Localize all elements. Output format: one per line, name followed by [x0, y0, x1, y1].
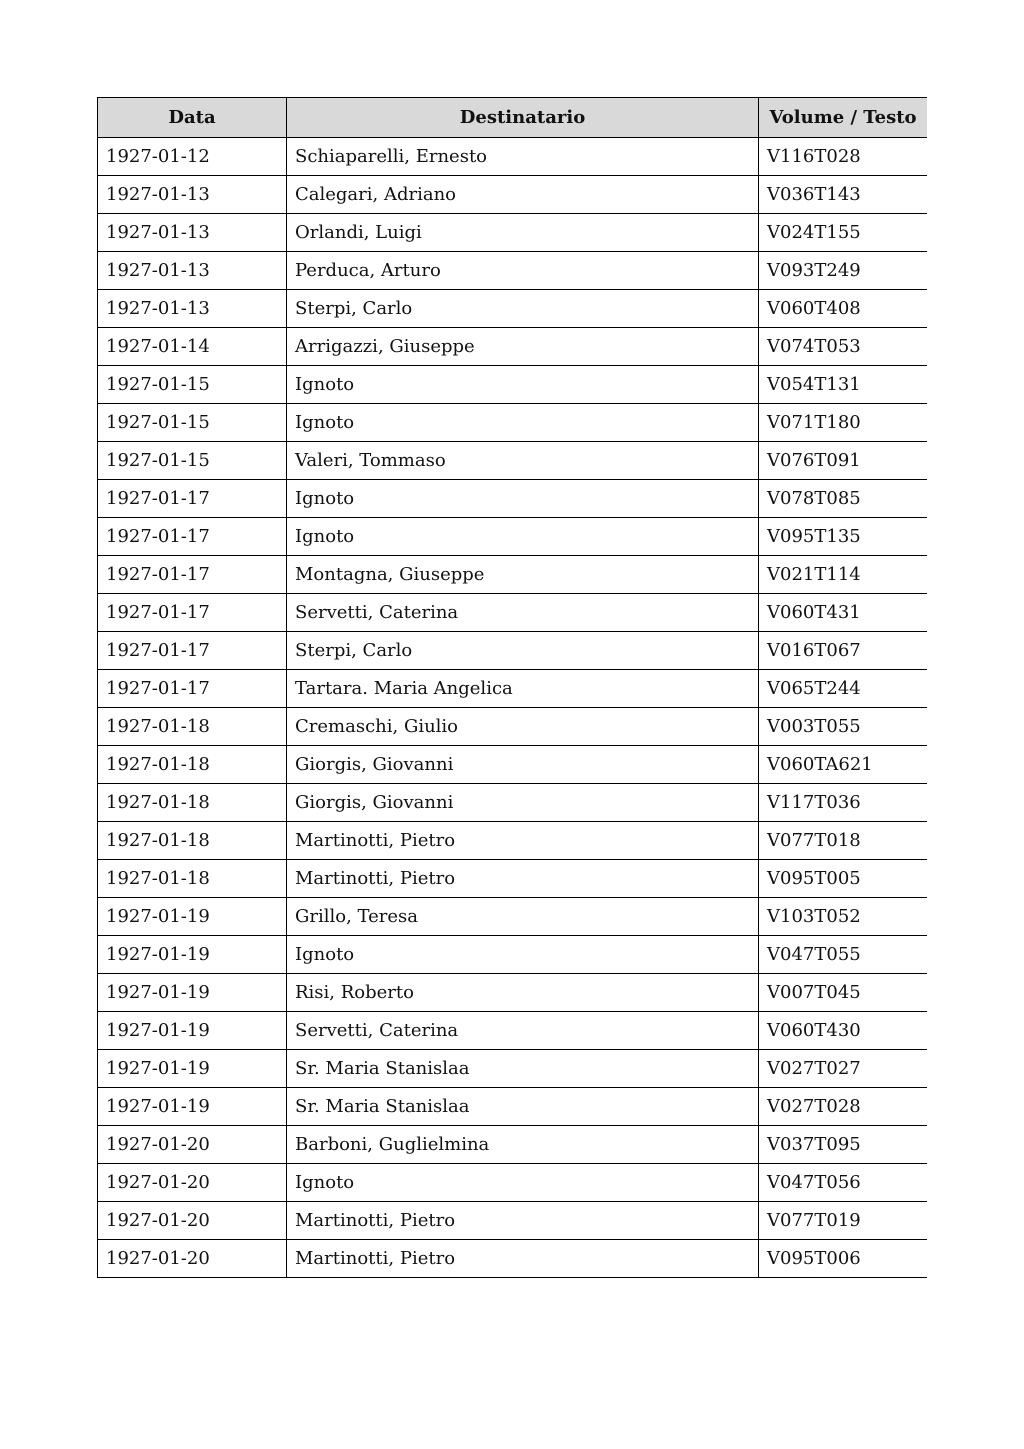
cell-recipient: Sterpi, Carlo — [287, 632, 759, 670]
cell-recipient: Valeri, Tommaso — [287, 442, 759, 480]
cell-recipient: Servetti, Caterina — [287, 594, 759, 632]
table-row — [98, 404, 928, 442]
cell-recipient: Ignoto — [287, 366, 759, 404]
table-row — [98, 784, 928, 822]
table-row — [98, 252, 928, 290]
cell-volume-text: V060T408 — [759, 290, 928, 328]
cell-date: 1927-01-17 — [98, 480, 287, 518]
table-row — [98, 936, 928, 974]
table-row — [98, 1050, 928, 1088]
table-row — [98, 290, 928, 328]
table-row — [98, 556, 928, 594]
table-row — [98, 974, 928, 1012]
cell-recipient: Ignoto — [287, 518, 759, 556]
cell-date: 1927-01-13 — [98, 252, 287, 290]
cell-recipient: Risi, Roberto — [287, 974, 759, 1012]
cell-volume-text: V054T131 — [759, 366, 928, 404]
table-row — [98, 518, 928, 556]
cell-volume-text: V095T135 — [759, 518, 928, 556]
cell-volume-text: V021T114 — [759, 556, 928, 594]
table-header — [98, 98, 928, 138]
table-row — [98, 708, 928, 746]
cell-recipient: Martinotti, Pietro — [287, 860, 759, 898]
cell-recipient: Barboni, Guglielmina — [287, 1126, 759, 1164]
cell-recipient: Servetti, Caterina — [287, 1012, 759, 1050]
table-row — [98, 1126, 928, 1164]
cell-volume-text: V027T028 — [759, 1088, 928, 1126]
cell-date: 1927-01-15 — [98, 366, 287, 404]
cell-volume-text: V037T095 — [759, 1126, 928, 1164]
cell-date: 1927-01-15 — [98, 404, 287, 442]
cell-volume-text: V116T028 — [759, 138, 928, 176]
cell-recipient: Tartara. Maria Angelica — [287, 670, 759, 708]
table-row — [98, 1202, 928, 1240]
cell-date: 1927-01-12 — [98, 138, 287, 176]
table-row — [98, 138, 928, 176]
table-row — [98, 328, 928, 366]
table-row — [98, 1088, 928, 1126]
cell-recipient: Perduca, Arturo — [287, 252, 759, 290]
cell-recipient: Calegari, Adriano — [287, 176, 759, 214]
cell-recipient: Montagna, Giuseppe — [287, 556, 759, 594]
table-row — [98, 860, 928, 898]
cell-date: 1927-01-17 — [98, 556, 287, 594]
table-row — [98, 442, 928, 480]
cell-date: 1927-01-19 — [98, 936, 287, 974]
cell-recipient: Martinotti, Pietro — [287, 1240, 759, 1278]
header-row — [98, 98, 928, 138]
cell-date: 1927-01-19 — [98, 1050, 287, 1088]
table-body — [98, 138, 928, 1278]
cell-date: 1927-01-15 — [98, 442, 287, 480]
cell-volume-text: V060T431 — [759, 594, 928, 632]
cell-recipient: Ignoto — [287, 480, 759, 518]
cell-volume-text: V016T067 — [759, 632, 928, 670]
cell-date: 1927-01-18 — [98, 746, 287, 784]
cell-volume-text: V071T180 — [759, 404, 928, 442]
table-row — [98, 594, 928, 632]
table-row — [98, 632, 928, 670]
cell-recipient: Sterpi, Carlo — [287, 290, 759, 328]
cell-volume-text: V060T430 — [759, 1012, 928, 1050]
cell-date: 1927-01-17 — [98, 632, 287, 670]
table-row — [98, 898, 928, 936]
cell-recipient: Orlandi, Luigi — [287, 214, 759, 252]
cell-volume-text: V074T053 — [759, 328, 928, 366]
cell-volume-text: V103T052 — [759, 898, 928, 936]
cell-volume-text: V076T091 — [759, 442, 928, 480]
cell-volume-text: V007T045 — [759, 974, 928, 1012]
table-row — [98, 746, 928, 784]
cell-date: 1927-01-18 — [98, 822, 287, 860]
cell-volume-text: V024T155 — [759, 214, 928, 252]
cell-volume-text: V065T244 — [759, 670, 928, 708]
cell-volume-text: V027T027 — [759, 1050, 928, 1088]
cell-date: 1927-01-17 — [98, 594, 287, 632]
cell-recipient: Cremaschi, Giulio — [287, 708, 759, 746]
cell-volume-text: V047T055 — [759, 936, 928, 974]
cell-volume-text: V060TA621 — [759, 746, 928, 784]
cell-date: 1927-01-17 — [98, 518, 287, 556]
cell-date: 1927-01-19 — [98, 898, 287, 936]
table-row — [98, 366, 928, 404]
cell-date: 1927-01-19 — [98, 1012, 287, 1050]
table-row — [98, 1164, 928, 1202]
cell-date: 1927-01-20 — [98, 1202, 287, 1240]
cell-recipient: Arrigazzi, Giuseppe — [287, 328, 759, 366]
table-row — [98, 1240, 928, 1278]
cell-volume-text: V095T005 — [759, 860, 928, 898]
cell-date: 1927-01-17 — [98, 670, 287, 708]
cell-date: 1927-01-18 — [98, 860, 287, 898]
cell-date: 1927-01-20 — [98, 1240, 287, 1278]
table-row — [98, 176, 928, 214]
table-row — [98, 480, 928, 518]
cell-date: 1927-01-19 — [98, 1088, 287, 1126]
cell-volume-text: V095T006 — [759, 1240, 928, 1278]
cell-recipient: Martinotti, Pietro — [287, 1202, 759, 1240]
cell-date: 1927-01-18 — [98, 784, 287, 822]
cell-recipient: Grillo, Teresa — [287, 898, 759, 936]
cell-recipient: Ignoto — [287, 1164, 759, 1202]
column-header-volume-text: Volume / Testo — [759, 98, 928, 138]
cell-recipient: Ignoto — [287, 936, 759, 974]
cell-volume-text: V077T018 — [759, 822, 928, 860]
table-row — [98, 822, 928, 860]
column-header-recipient: Destinatario — [287, 98, 759, 138]
cell-recipient: Schiaparelli, Ernesto — [287, 138, 759, 176]
column-header-date: Data — [98, 98, 287, 138]
cell-volume-text: V003T055 — [759, 708, 928, 746]
cell-volume-text: V047T056 — [759, 1164, 928, 1202]
cell-recipient: Sr. Maria Stanislaa — [287, 1088, 759, 1126]
cell-date: 1927-01-13 — [98, 176, 287, 214]
table-row — [98, 670, 928, 708]
letters-table — [97, 97, 927, 1278]
cell-volume-text: V077T019 — [759, 1202, 928, 1240]
cell-recipient: Sr. Maria Stanislaa — [287, 1050, 759, 1088]
cell-recipient: Giorgis, Giovanni — [287, 784, 759, 822]
cell-date: 1927-01-18 — [98, 708, 287, 746]
cell-volume-text: V117T036 — [759, 784, 928, 822]
cell-date: 1927-01-20 — [98, 1126, 287, 1164]
cell-date: 1927-01-20 — [98, 1164, 287, 1202]
cell-volume-text: V093T249 — [759, 252, 928, 290]
cell-date: 1927-01-13 — [98, 214, 287, 252]
table-row — [98, 1012, 928, 1050]
cell-date: 1927-01-13 — [98, 290, 287, 328]
cell-recipient: Ignoto — [287, 404, 759, 442]
cell-recipient: Giorgis, Giovanni — [287, 746, 759, 784]
cell-volume-text: V078T085 — [759, 480, 928, 518]
table-row — [98, 214, 928, 252]
cell-date: 1927-01-14 — [98, 328, 287, 366]
cell-recipient: Martinotti, Pietro — [287, 822, 759, 860]
cell-volume-text: V036T143 — [759, 176, 928, 214]
cell-date: 1927-01-19 — [98, 974, 287, 1012]
letters-table-container — [97, 97, 927, 1312]
